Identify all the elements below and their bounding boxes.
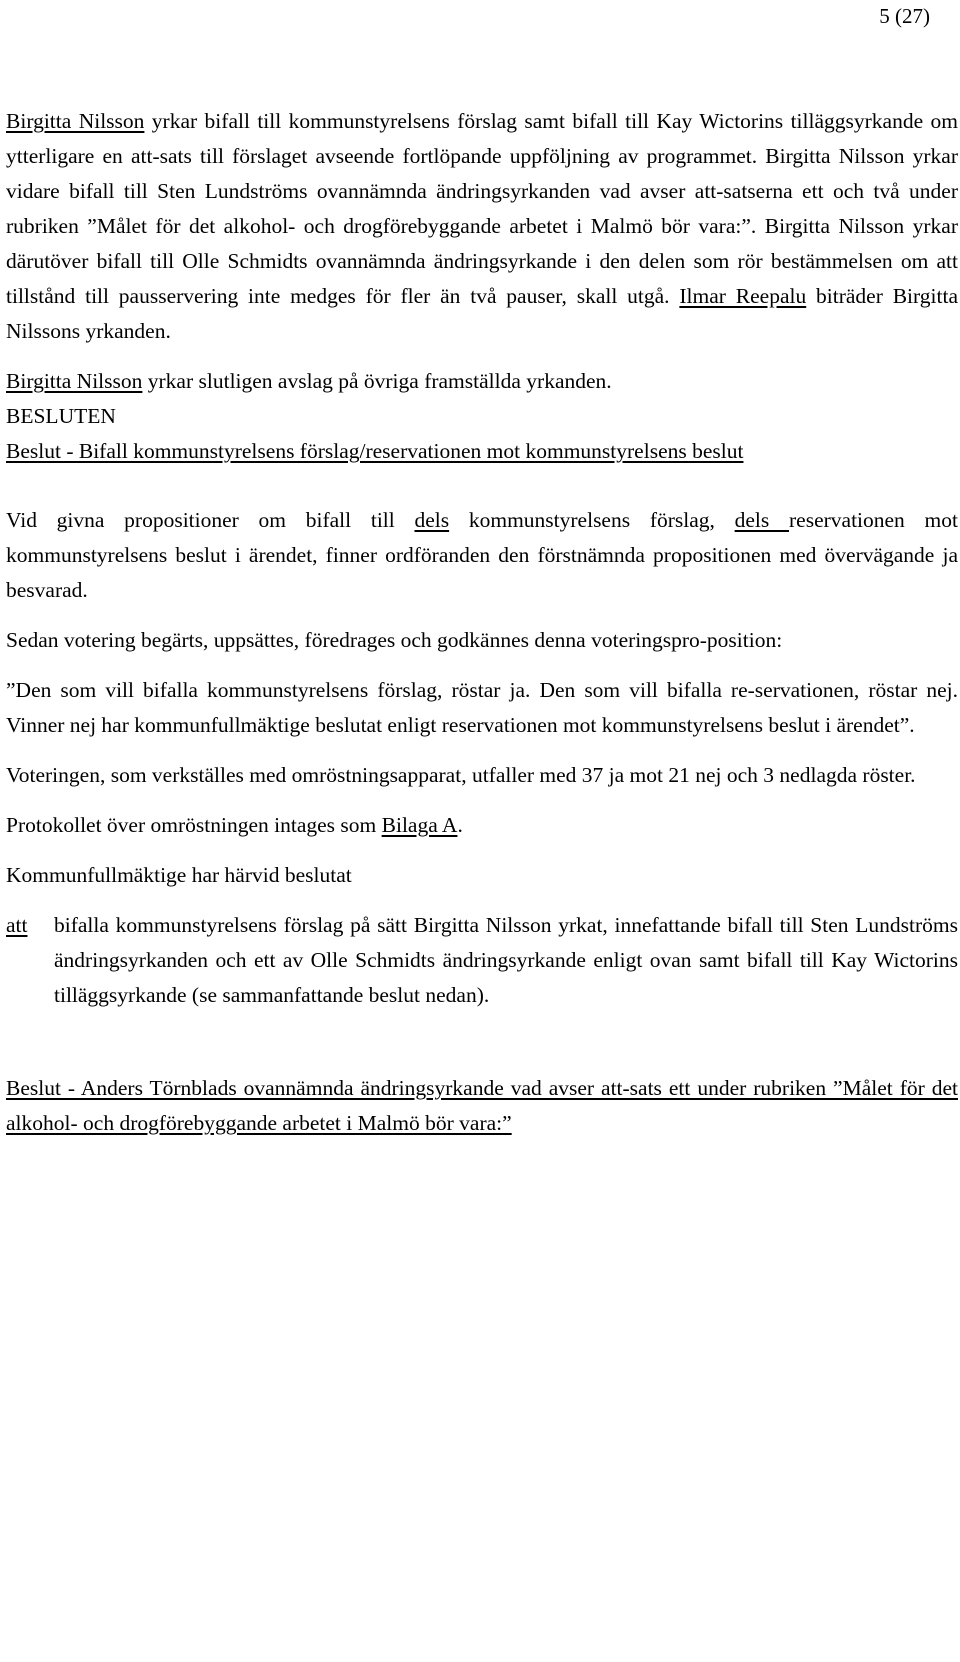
section-heading-besluten: BESLUTEN <box>6 404 116 428</box>
paragraph-text: . <box>457 813 463 837</box>
paragraph-beslutat: Kommunfullmäktige har härvid beslutat <box>6 863 352 887</box>
paragraph-text: Vid givna propositioner om bifall till <box>6 508 415 532</box>
paragraph-text: biträder Birgitta Nilssons yrkanden. <box>6 284 959 343</box>
paragraph-votering: Sedan votering begärts, uppsättes, föredrages och godkännes denna voteringspro-position: <box>6 628 783 652</box>
person-name-birgitta-nilsson: Birgitta Nilsson <box>6 109 145 133</box>
emphasis-dels: dels <box>734 508 789 532</box>
att-text: bifalla kommunstyrelsens förslag på sätt Birgitta Nilsson yrkat, innefattande bifall till Sten Lundströms ändringsyrkanden och ett av Olle Schmidts ändringsyrkande enligt ovan samt bifall till Kay Wictorins tilläggsyrkande (se sammanfattande beslut nedan). <box>54 913 958 1007</box>
paragraph-text: Protokollet över omröstningen intages som <box>6 813 382 837</box>
att-clause <box>6 908 958 1013</box>
decision-heading-1: Beslut - Bifall kommunstyrelsens förslag/reservationen mot kommunstyrelsens beslut <box>6 439 744 463</box>
attachment-link-bilaga-a[interactable]: Bilaga A <box>381 813 458 837</box>
person-name-birgitta-nilsson: Birgitta Nilsson <box>6 369 143 393</box>
paragraph-text: yrkar bifall till kommunstyrelsens förslag samt bifall till Kay Wictorins tilläggsyrkande om ytterligare en att-sats till förslaget avseende fortlöpande uppföljning av programmet. Birgitta Nilsson yrkar vidare bifall till Sten Lundströms ovannämnda ändringsyrkanden vad avser att-satserna ett och två under rubriken ”Målet för det alkohol- och drogförebyggande arbetet i Malmö bör vara:”. Birgitta Nilsson yrkar därutöver bifall till Olle Schmidts ovannämnda ändringsyrkande i den delen som rör bestämmelsen om att tillstånd till pausservering inte medges för fler än två pauser, skall utgå. <box>6 109 958 308</box>
paragraph-voteringsproposition: ”Den som vill bifalla kommunstyrelsens förslag, röstar ja. Den som vill bifalla re-servationen, röstar nej. Vinner nej har kommunfullmäktige beslutat enligt reservationen mot kommunstyrelsens beslut i ärendet”. <box>6 678 958 737</box>
paragraph-text: yrkar slutligen avslag på övriga framställda yrkanden. <box>142 369 612 393</box>
paragraph-voteringsresultat: Voteringen, som verkställes med omröstningsapparat, utfaller med 37 ja mot 21 nej och 3 nedlagda röster. <box>6 763 916 787</box>
document-body <box>6 104 958 1141</box>
paragraph-protokoll <box>6 808 958 843</box>
paragraph-text: kommunstyrelsens förslag, <box>449 508 735 532</box>
paragraph-text: reservationen mot kommunstyrelsens beslut i ärendet, finner ordföranden den förstnämnda propositionen med övervägande ja besvarad. <box>6 508 958 602</box>
att-label: att <box>6 913 28 937</box>
paragraph-propositioner <box>6 503 958 608</box>
paragraph-avslag <box>6 364 958 399</box>
emphasis-dels: dels <box>414 508 450 532</box>
paragraph-yrkanden <box>6 104 958 349</box>
page-number: 5 (27) <box>879 4 930 28</box>
decision-heading-2: Beslut - Anders Törnblads ovannämnda ändringsyrkande vad avser att-sats ett under rubriken ”Målet för det alkohol- och drogförebyggande arbetet i Malmö bör vara:” <box>6 1076 958 1135</box>
person-name-ilmar-reepalu: Ilmar Reepalu <box>679 284 807 308</box>
